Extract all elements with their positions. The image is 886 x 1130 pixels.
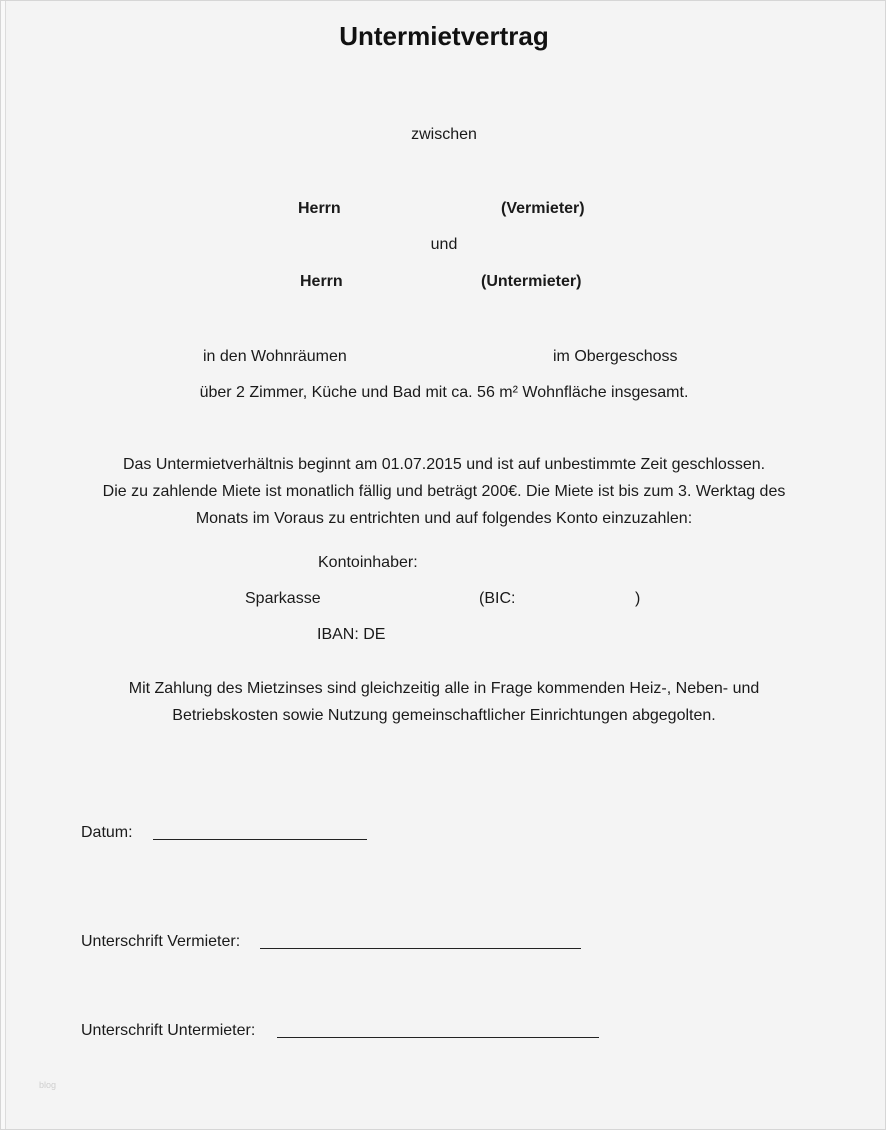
account-holder-label: Kontoinhaber: (318, 554, 418, 571)
watermark-text: blog (39, 1080, 57, 1090)
bic-label: (BIC: (479, 590, 516, 607)
subtenant-signature-label: Unterschrift Untermieter: (81, 1022, 256, 1039)
terms-line-2: Die zu zahlende Miete ist monatlich fällig und beträgt 200€. Die Miete ist bis zum 3. Werktag des (102, 483, 786, 500)
date-label: Datum: (81, 824, 133, 841)
document-title: Untermietvertrag (339, 21, 549, 51)
premises-description: über 2 Zimmer, Küche und Bad mit ca. 56 m² Wohnfläche insgesamt. (199, 384, 689, 401)
bic-close: ) (635, 590, 641, 607)
landlord-signature-line (260, 934, 581, 954)
costs-line-2: Betriebskosten sowie Nutzung gemeinschaftlicher Einrichtungen abgegolten. (172, 707, 716, 724)
landlord-role: (Vermieter) (501, 200, 585, 217)
and-text: und (430, 236, 458, 253)
terms-line-3: Monats im Voraus zu entrichten und auf folgendes Konto einzuzahlen: (195, 510, 693, 527)
landlord-salutation: Herrn (298, 200, 341, 217)
subtenant-role: (Untermieter) (481, 273, 582, 290)
between-text: zwischen (411, 126, 477, 143)
subtenant-salutation: Herrn (300, 273, 343, 290)
landlord-signature-label: Unterschrift Vermieter: (81, 933, 241, 950)
date-line (153, 825, 367, 845)
bank-name: Sparkasse (245, 590, 321, 607)
subtenant-signature-line (277, 1023, 599, 1043)
terms-line-1: Das Untermietverhältnis beginnt am 01.07.2015 und ist auf unbestimmte Zeit geschlossen. (122, 456, 766, 473)
costs-line-1: Mit Zahlung des Mietzinses sind gleichzeitig alle in Frage kommenden Heiz-, Neben- und (128, 680, 760, 697)
premises-floor: im Obergeschoss (553, 348, 678, 365)
iban-label: IBAN: DE (317, 626, 386, 643)
premises-location: in den Wohnräumen (203, 348, 347, 365)
